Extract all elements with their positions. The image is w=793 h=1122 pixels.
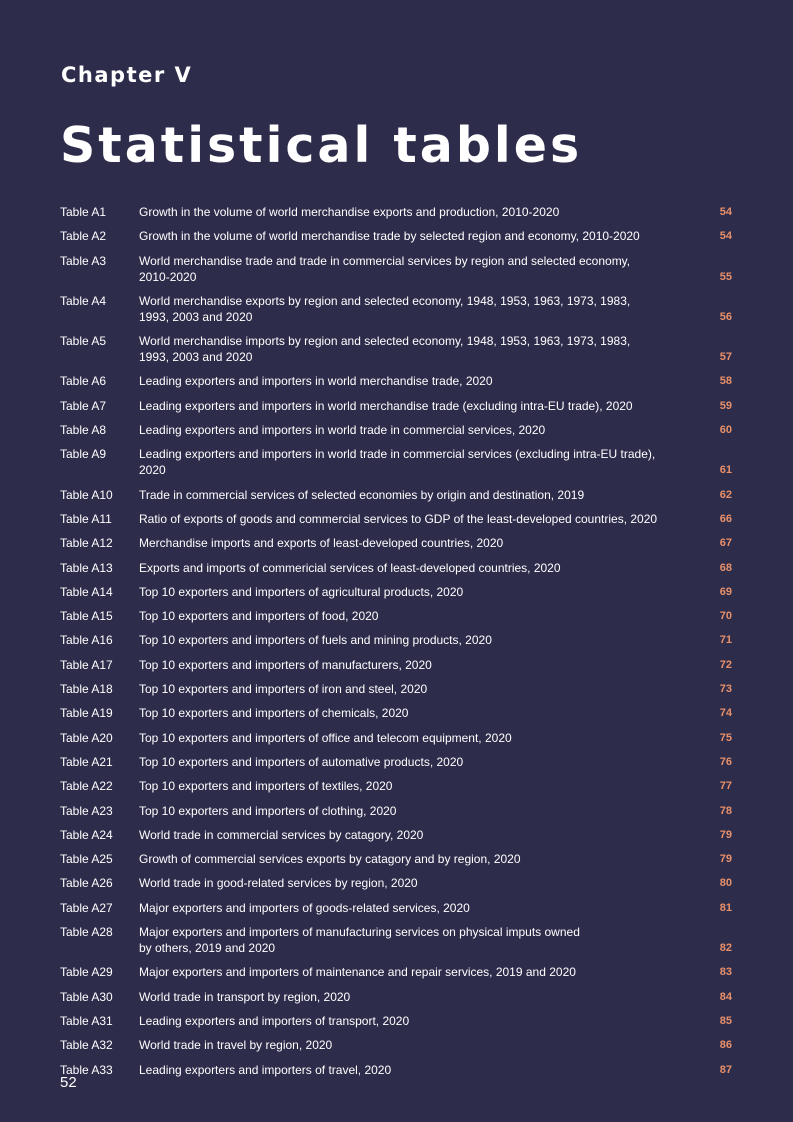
toc-entry-description-line: Leading exporters and importers of travel, 2020 — [139, 1062, 392, 1077]
toc-entry[interactable] — [60, 851, 732, 867]
toc-entry-page[interactable]: 81 — [719, 901, 732, 914]
toc-entry-label: Table A22 — [60, 779, 113, 794]
toc-entry-label: Table A33 — [60, 1062, 113, 1077]
toc-entry-page[interactable]: 61 — [719, 464, 732, 477]
toc-entry-description — [139, 989, 662, 1005]
toc-entry-description-line: Ratio of exports of goods and commercial services to GDP of the least-developed countries, 2020 — [139, 511, 658, 526]
toc-entry[interactable] — [60, 253, 732, 285]
toc-entry-description — [139, 446, 662, 478]
toc-entry-page[interactable]: 75 — [719, 731, 732, 744]
toc-entry-description — [139, 900, 662, 916]
toc-entry-page[interactable]: 84 — [719, 990, 732, 1003]
toc-entry-description — [139, 1037, 662, 1053]
toc-entry-description-line: Major exporters and importers of manufacturing services on physical imputs owned — [139, 925, 580, 940]
toc-entry[interactable] — [60, 964, 732, 980]
toc-entry-description — [139, 705, 662, 721]
toc-entry-page[interactable]: 85 — [719, 1014, 732, 1027]
toc-entry-page[interactable]: 79 — [719, 828, 732, 841]
toc-entry-description-line: Leading exporters and importers of transport, 2020 — [139, 1013, 410, 1028]
toc-entry-label: Table A1 — [60, 205, 107, 219]
toc-entry[interactable] — [60, 778, 732, 794]
toc-entry-description — [139, 487, 662, 503]
toc-entry[interactable] — [60, 373, 732, 389]
toc-entry[interactable] — [60, 705, 732, 721]
toc-entry[interactable] — [60, 204, 732, 220]
toc-entry-description-line: Major exporters and importers of maintenance and repair services, 2019 and 2020 — [139, 965, 576, 980]
toc-entry-label: Table A24 — [60, 827, 113, 842]
toc-entry-label: Table A18 — [60, 682, 113, 697]
toc-entry-description-line: Top 10 exporters and importers of iron and steel, 2020 — [139, 682, 428, 697]
toc-entry-page[interactable]: 69 — [719, 585, 732, 598]
toc-entry-label: Table A8 — [60, 423, 107, 438]
toc-entry-description-line: Top 10 exporters and importers of automative products, 2020 — [139, 754, 464, 769]
toc-entry-page[interactable]: 77 — [719, 780, 732, 793]
toc-entry-description-line: Exports and imports of commericial services of least-developed countries, 2020 — [139, 560, 561, 575]
toc-entry-label: Table A3 — [60, 253, 107, 268]
table-of-contents — [60, 204, 732, 1086]
toc-entry-description-line: Top 10 exporters and importers of office and telecom equipment, 2020 — [139, 730, 512, 745]
toc-entry-page[interactable]: 60 — [719, 424, 732, 437]
toc-entry-label: Table A5 — [60, 334, 107, 349]
toc-entry-page[interactable]: 86 — [719, 1039, 732, 1052]
toc-entry-description-line: Leading exporters and importers in world merchandise trade, 2020 — [139, 374, 493, 389]
toc-entry[interactable] — [60, 900, 732, 916]
toc-entry-page[interactable]: 70 — [719, 610, 732, 623]
toc-entry-description-line: 1993, 2003 and 2020 — [139, 350, 253, 365]
toc-entry-page[interactable]: 57 — [719, 351, 732, 364]
toc-entry-description — [139, 1062, 662, 1078]
toc-entry-description — [139, 608, 662, 624]
toc-entry-label: Table A32 — [60, 1038, 113, 1053]
toc-entry[interactable] — [60, 398, 732, 414]
toc-entry-page[interactable]: 54 — [719, 230, 732, 243]
toc-entry-label: Table A17 — [60, 657, 113, 672]
toc-entry-description-line: Growth of commercial services exports by catagory and by region, 2020 — [139, 852, 521, 867]
toc-entry[interactable] — [60, 535, 732, 551]
toc-entry-description — [139, 657, 662, 673]
toc-entry-description-line: World merchandise imports by region and selected economy, 1948, 1953, 1963, 1973, 1983, — [139, 334, 631, 349]
toc-entry-description-line: World trade in transport by region, 2020 — [139, 989, 351, 1004]
toc-entry[interactable] — [60, 584, 732, 600]
toc-entry-page[interactable]: 72 — [719, 658, 732, 671]
toc-entry-description-line: Leading exporters and importers in world merchandise trade (excluding intra-EU trade), 2020 — [139, 398, 633, 413]
toc-entry[interactable] — [60, 293, 732, 325]
toc-entry-label: Table A2 — [60, 229, 107, 244]
toc-entry[interactable] — [60, 754, 732, 770]
toc-entry-description — [139, 584, 662, 600]
toc-entry-label: Table A11 — [60, 511, 112, 526]
toc-entry[interactable] — [60, 422, 732, 438]
toc-entry-page[interactable]: 59 — [719, 399, 732, 412]
toc-entry-description-line: by others, 2019 and 2020 — [139, 941, 276, 956]
toc-entry-label: Table A9 — [60, 447, 107, 462]
toc-entry-label: Table A7 — [60, 398, 107, 413]
toc-entry-description — [139, 535, 662, 551]
toc-entry[interactable] — [60, 730, 732, 746]
toc-entry[interactable] — [60, 333, 732, 365]
toc-entry[interactable] — [60, 632, 732, 648]
toc-entry-description — [139, 681, 662, 697]
toc-entry-label: Table A4 — [60, 293, 107, 308]
toc-entry[interactable] — [60, 989, 732, 1005]
toc-entry-description-line: Leading exporters and importers in world trade in commercial services (excluding intra-EU trade), 2020 — [139, 447, 656, 478]
toc-entry-description-line: Major exporters and importers of goods-related services, 2020 — [139, 900, 470, 915]
toc-entry-label: Table A21 — [60, 754, 113, 769]
toc-entry-page[interactable]: 68 — [719, 561, 732, 574]
toc-entry-label: Table A15 — [60, 609, 113, 624]
toc-entry-label: Table A27 — [60, 900, 113, 915]
toc-entry-description — [139, 803, 662, 819]
toc-entry-page[interactable]: 87 — [719, 1063, 732, 1076]
toc-entry-description — [139, 632, 662, 648]
toc-entry[interactable] — [60, 875, 732, 891]
toc-entry[interactable] — [60, 924, 732, 956]
page-title: Statistical tables — [60, 117, 583, 174]
toc-entry-label: Table A29 — [60, 965, 113, 980]
toc-entry-description-line: World trade in commercial services by catagory, 2020 — [139, 827, 424, 842]
toc-entry-page[interactable]: 56 — [719, 310, 732, 323]
toc-entry-description — [139, 204, 662, 220]
toc-entry-description — [139, 778, 662, 794]
toc-entry-label: Table A23 — [60, 803, 113, 818]
toc-entry-description — [139, 422, 662, 438]
toc-entry-description — [139, 1013, 662, 1029]
toc-entry-label: Table A14 — [60, 584, 113, 599]
toc-entry-label: Table A12 — [60, 536, 113, 551]
toc-entry-label: Table A26 — [60, 876, 113, 891]
toc-entry-label: Table A19 — [60, 706, 113, 721]
toc-entry[interactable] — [60, 1062, 732, 1078]
toc-entry[interactable] — [60, 803, 732, 819]
toc-entry-description — [139, 333, 662, 365]
toc-entry-label: Table A30 — [60, 989, 113, 1004]
toc-entry[interactable] — [60, 827, 732, 843]
toc-entry-description-line: Trade in commercial services of selected economies by origin and destination, 2019 — [139, 487, 585, 502]
toc-entry[interactable] — [60, 487, 732, 503]
toc-entry-description — [139, 373, 662, 389]
toc-entry-description-line: Top 10 exporters and importers of fuels and mining products, 2020 — [139, 633, 492, 648]
toc-entry-label: Table A10 — [60, 487, 113, 502]
toc-entry[interactable] — [60, 608, 732, 624]
toc-entry[interactable] — [60, 657, 732, 673]
toc-entry[interactable] — [60, 228, 732, 244]
toc-entry-page[interactable]: 83 — [719, 966, 732, 979]
toc-entry-page[interactable]: 54 — [719, 206, 732, 218]
toc-entry-description-line: Top 10 exporters and importers of chemicals, 2020 — [139, 706, 409, 721]
toc-entry-page[interactable]: 62 — [719, 488, 732, 501]
toc-entry-page[interactable]: 66 — [719, 512, 732, 525]
toc-entry-description-line: World merchandise exports by region and selected economy, 1948, 1953, 1963, 1973, 1983, — [139, 293, 631, 308]
toc-entry-page[interactable]: 55 — [719, 270, 732, 283]
toc-entry[interactable] — [60, 511, 732, 527]
toc-entry-page[interactable]: 58 — [719, 375, 732, 388]
toc-entry-description-line: Top 10 exporters and importers of agricultural products, 2020 — [139, 584, 464, 599]
toc-entry[interactable] — [60, 446, 732, 478]
toc-entry-description-line: 1993, 2003 and 2020 — [139, 309, 253, 324]
toc-entry-label: Table A31 — [60, 1013, 113, 1028]
toc-entry-description-line: World trade in travel by region, 2020 — [139, 1038, 333, 1053]
toc-entry-description-line: Merchandise imports and exports of least-developed countries, 2020 — [139, 536, 504, 551]
toc-entry-description-line: Growth in the volume of world merchandise trade by selected region and economy, 2010-2020 — [139, 229, 640, 244]
toc-entry-description-line: Top 10 exporters and importers of manufacturers, 2020 — [139, 657, 432, 672]
toc-entry-page[interactable]: 76 — [719, 755, 732, 768]
toc-entry-description — [139, 511, 662, 527]
toc-entry[interactable] — [60, 1013, 732, 1029]
page-number: 52 — [60, 1074, 77, 1091]
toc-entry-page[interactable]: 80 — [719, 877, 732, 890]
toc-entry-label: Table A6 — [60, 374, 107, 389]
toc-entry-description-line: World trade in good-related services by region, 2020 — [139, 876, 418, 891]
toc-entry-description — [139, 875, 662, 891]
toc-entry-description — [139, 228, 662, 244]
toc-entry-label: Table A25 — [60, 852, 113, 867]
toc-entry-label: Table A28 — [60, 925, 113, 940]
toc-entry-page[interactable]: 82 — [719, 942, 732, 955]
toc-entry-description — [139, 293, 662, 325]
toc-entry-page[interactable]: 67 — [719, 537, 732, 550]
toc-entry-label: Table A13 — [60, 560, 113, 575]
toc-entry[interactable] — [60, 560, 732, 576]
toc-entry-description — [139, 754, 662, 770]
toc-entry-label: Table A16 — [60, 633, 113, 648]
toc-entry-page[interactable]: 74 — [719, 707, 732, 720]
toc-entry-label: Table A20 — [60, 730, 113, 745]
toc-entry-description-line: Top 10 exporters and importers of textiles, 2020 — [139, 779, 393, 794]
toc-entry-description — [139, 253, 662, 285]
toc-entry-description — [139, 924, 662, 956]
toc-entry[interactable] — [60, 1037, 732, 1053]
toc-entry-page[interactable]: 79 — [719, 853, 732, 866]
toc-entry-description — [139, 730, 662, 746]
toc-entry-description-line: Top 10 exporters and importers of food, 2020 — [139, 609, 379, 624]
toc-entry-description-line: Leading exporters and importers in world trade in commercial services, 2020 — [139, 423, 546, 438]
chapter-label: Chapter V — [61, 63, 193, 87]
toc-entry-description — [139, 827, 662, 843]
toc-entry-description-line: Growth in the volume of world merchandise exports and production, 2010-2020 — [139, 205, 560, 219]
toc-entry-description — [139, 560, 662, 576]
toc-entry-description-line: Top 10 exporters and importers of clothing, 2020 — [139, 803, 397, 818]
toc-entry-page[interactable]: 73 — [719, 683, 732, 696]
toc-entry-description-line: World merchandise trade and trade in commercial services by region and selected economy, 2010-2020 — [139, 253, 631, 284]
toc-entry-page[interactable]: 71 — [719, 634, 732, 647]
toc-entry[interactable] — [60, 681, 732, 697]
toc-entry-description — [139, 964, 662, 980]
toc-entry-description — [139, 398, 662, 414]
toc-entry-page[interactable]: 78 — [719, 804, 732, 817]
toc-entry-description — [139, 851, 662, 867]
